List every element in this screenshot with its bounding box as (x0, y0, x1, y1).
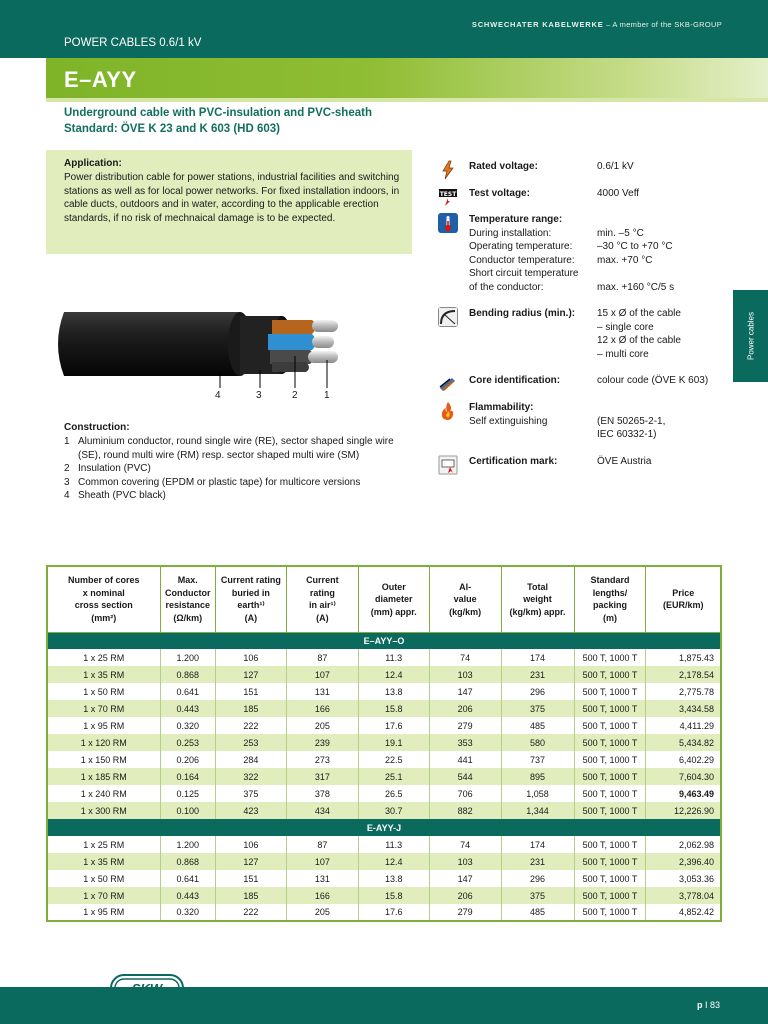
table-cell: 103 (429, 853, 501, 870)
item-number: 3 (64, 476, 70, 488)
table-cell: 2,775.78 (646, 683, 721, 700)
table-row (47, 649, 721, 666)
side-tab-power-cables[interactable] (733, 290, 768, 382)
spec-label: Core identification: (469, 375, 561, 386)
spec-value: colour code (ÖVE K 603) (597, 375, 709, 386)
table-header (47, 566, 721, 632)
table-cell: 500 T, 1000 T (574, 751, 646, 768)
table-cell: 205 (286, 904, 358, 921)
flame-icon (438, 401, 458, 421)
table-cell: 0.320 (160, 904, 215, 921)
table-cell: 1,344 (501, 802, 574, 819)
table-cell: 1 x 50 RM (47, 683, 160, 700)
table-cell: 500 T, 1000 T (574, 802, 646, 819)
group-label: E-AYY-J (47, 819, 721, 836)
table-body (47, 632, 721, 921)
table-cell: 222 (215, 904, 286, 921)
table-cell: 500 T, 1000 T (574, 904, 646, 921)
table-cell: 4,411.29 (646, 717, 721, 734)
table-cell: 1 x 25 RM (47, 836, 160, 853)
title-bar-underline (46, 98, 768, 102)
table-row (47, 768, 721, 785)
table-cell: 500 T, 1000 T (574, 768, 646, 785)
column-header: Current rating buried in earth¹⁾ (A) (215, 566, 286, 632)
table-cell: 1,058 (501, 785, 574, 802)
table-cell: 500 T, 1000 T (574, 683, 646, 700)
group-label: E–AYY–O (47, 632, 721, 649)
table-cell: 0.100 (160, 802, 215, 819)
table-cell: 375 (501, 887, 574, 904)
core-colors-icon (438, 374, 458, 394)
table-cell: 30.7 (358, 802, 429, 819)
table-cell: 166 (286, 887, 358, 904)
item-number: 1 (64, 436, 70, 447)
application-text: Power distribution cable for power stations, industrial facilities and switching stations as well as for local power networks. For fixed installation indoors, in cable ducts, outdoors and in water, according to the applicable erection standards, if no risk of mechnaical damage is to be expected. (64, 172, 400, 224)
table-cell: 87 (286, 836, 358, 853)
cable-illustration (50, 304, 370, 408)
table-cell: 147 (429, 870, 501, 887)
table-cell: 231 (501, 666, 574, 683)
table-cell: 231 (501, 853, 574, 870)
table-cell: 580 (501, 734, 574, 751)
spec-value: ÖVE Austria (597, 456, 652, 467)
application-heading: Application: (64, 158, 122, 169)
table-row (47, 836, 721, 853)
table-cell: 375 (215, 785, 286, 802)
table-cell: 15.8 (358, 700, 429, 717)
table-cell: 296 (501, 870, 574, 887)
table-row (47, 785, 721, 802)
brand-line (472, 20, 722, 29)
table-cell: 500 T, 1000 T (574, 887, 646, 904)
certificate-icon (438, 455, 458, 475)
subtitle-line-1: Underground cable with PVC-insulation and PVC-sheath (64, 107, 372, 119)
table-cell: 485 (501, 904, 574, 921)
table-cell: 1 x 50 RM (47, 870, 160, 887)
table-cell: 106 (215, 649, 286, 666)
spec-label: Temperature range: During installation: Operating temperature: Conductor temperature: Short circuit temperature of the conductor: (469, 214, 579, 293)
table-cell: 3,778.04 (646, 887, 721, 904)
table-cell: 12.4 (358, 666, 429, 683)
table-cell: 6,402.29 (646, 751, 721, 768)
table-row (47, 904, 721, 921)
spec-label: Bending radius (min.): (469, 308, 576, 319)
table-row (47, 734, 721, 751)
table-cell: 0.164 (160, 768, 215, 785)
header-bar (0, 0, 768, 58)
table-cell: 500 T, 1000 T (574, 649, 646, 666)
subtitle-line-2: Standard: ÖVE K 23 and K 603 (HD 603) (64, 123, 281, 135)
table-cell: 882 (429, 802, 501, 819)
table-cell: 500 T, 1000 T (574, 717, 646, 734)
table-cell: 12,226.90 (646, 802, 721, 819)
table-cell: 375 (501, 700, 574, 717)
table-row (47, 751, 721, 768)
page-number: p I 83 (696, 1000, 720, 1010)
table-cell: 0.868 (160, 666, 215, 683)
table-row (47, 870, 721, 887)
table-cell: 273 (286, 751, 358, 768)
table-cell: 0.641 (160, 870, 215, 887)
table-cell: 0.253 (160, 734, 215, 751)
table-cell: 19.1 (358, 734, 429, 751)
table-cell: 107 (286, 666, 358, 683)
table-cell: 3,053.36 (646, 870, 721, 887)
column-header: Al- value (kg/km) (429, 566, 501, 632)
table-cell: 13.8 (358, 683, 429, 700)
table-cell: 0.320 (160, 717, 215, 734)
column-header: Max. Conductor resistance (Ω/km) (160, 566, 215, 632)
table-cell: 485 (501, 717, 574, 734)
table-cell: 26.5 (358, 785, 429, 802)
side-tab-label: Power cables (746, 311, 755, 361)
table-cell: 500 T, 1000 T (574, 734, 646, 751)
table-cell: 174 (501, 649, 574, 666)
column-header: Current rating in air¹⁾ (A) (286, 566, 358, 632)
table-cell: 2,062.98 (646, 836, 721, 853)
table-cell: 2,178.54 (646, 666, 721, 683)
spec-value: min. –5 °C –30 °C to +70 °C max. +70 °C max. +160 °C/5 s (597, 227, 675, 293)
thermometer-icon (438, 213, 458, 233)
product-subtitle (64, 105, 372, 137)
table-cell: 4,852.42 (646, 904, 721, 921)
cable-data-table (46, 565, 722, 922)
table-cell: 103 (429, 666, 501, 683)
item-number: 4 (64, 490, 70, 501)
table-cell: 74 (429, 649, 501, 666)
table-cell: 7,604.30 (646, 768, 721, 785)
table-cell: 222 (215, 717, 286, 734)
table-cell: 0.641 (160, 683, 215, 700)
table-cell: 1 x 95 RM (47, 904, 160, 921)
table-cell: 0.125 (160, 785, 215, 802)
table-cell: 11.3 (358, 836, 429, 853)
table-group-header (47, 819, 721, 836)
table-cell: 15.8 (358, 887, 429, 904)
spec-value: (EN 50265-2-1, IEC 60332-1) (597, 415, 666, 440)
table-cell: 1 x 300 RM (47, 802, 160, 819)
table-cell: 147 (429, 683, 501, 700)
brand-name: SCHWECHATER KABELWERKE (471, 20, 604, 29)
construction-item (64, 462, 404, 476)
table-cell: 3,434.58 (646, 700, 721, 717)
spec-value: 15 x Ø of the cable – single core 12 x Ø of the cable – multi core (597, 308, 681, 360)
test-icon (438, 187, 458, 207)
construction-list (64, 435, 404, 503)
spec-label: Flammability: Self extinguishing (469, 402, 548, 427)
table-cell: 2,396.40 (646, 853, 721, 870)
title-bar (46, 58, 768, 98)
table-cell: 434 (286, 802, 358, 819)
table-cell: 296 (501, 683, 574, 700)
table-cell: 151 (215, 870, 286, 887)
table-cell: 206 (429, 887, 501, 904)
table-cell: 239 (286, 734, 358, 751)
table-cell: 1 x 95 RM (47, 717, 160, 734)
table-cell: 423 (215, 802, 286, 819)
item-number: 2 (64, 463, 70, 474)
table-row (47, 666, 721, 683)
table-cell: 74 (429, 836, 501, 853)
table-cell: 106 (215, 836, 286, 853)
brand-tagline: – A member of the SKB-GROUP (605, 20, 722, 29)
table-cell: 1,875.43 (646, 649, 721, 666)
table-row (47, 700, 721, 717)
table-cell: 500 T, 1000 T (574, 836, 646, 853)
table-cell: 1.200 (160, 649, 215, 666)
spec-label: Test voltage: (469, 188, 530, 199)
section-label: POWER CABLES 0.6/1 kV (64, 37, 202, 49)
column-header: Price (EUR/km) (646, 566, 721, 632)
table-cell: 353 (429, 734, 501, 751)
table-cell: 1 x 120 RM (47, 734, 160, 751)
table-cell: 737 (501, 751, 574, 768)
table-cell: 87 (286, 649, 358, 666)
table-cell: 279 (429, 717, 501, 734)
table-cell: 205 (286, 717, 358, 734)
product-title: E–AYY (64, 67, 137, 92)
table-cell: 127 (215, 666, 286, 683)
spec-label: Rated voltage: (469, 161, 538, 172)
table-cell: 174 (501, 836, 574, 853)
spec-label: Certification mark: (469, 456, 558, 467)
table-cell: 1 x 25 RM (47, 649, 160, 666)
table-cell: 1.200 (160, 836, 215, 853)
table-cell: 166 (286, 700, 358, 717)
table-cell: 500 T, 1000 T (574, 785, 646, 802)
construction-item (64, 435, 404, 462)
table-cell: 1 x 70 RM (47, 700, 160, 717)
item-text: Insulation (PVC) (78, 463, 151, 474)
table-cell: 500 T, 1000 T (574, 870, 646, 887)
table-cell: 500 T, 1000 T (574, 853, 646, 870)
item-text: Sheath (PVC black) (78, 490, 166, 501)
spec-value: 0.6/1 kV (597, 161, 634, 172)
construction-item (64, 489, 404, 503)
table-cell: 5,434.82 (646, 734, 721, 751)
table-cell: 441 (429, 751, 501, 768)
cable-label-2: 2 (292, 390, 298, 401)
table-cell: 22.5 (358, 751, 429, 768)
table-row (47, 802, 721, 819)
column-header: Number of cores x nominal cross section (mm²) (47, 566, 160, 632)
column-header: Total weight (kg/km) appr. (501, 566, 574, 632)
table-cell: 284 (215, 751, 286, 768)
table-cell: 0.443 (160, 887, 215, 904)
table-group-header (47, 632, 721, 649)
table-cell: 0.206 (160, 751, 215, 768)
table-cell: 279 (429, 904, 501, 921)
table-cell: 1 x 240 RM (47, 785, 160, 802)
table-cell: 17.6 (358, 717, 429, 734)
table-cell: 1 x 35 RM (47, 666, 160, 683)
footer-bar (0, 990, 768, 1024)
table-cell: 500 T, 1000 T (574, 666, 646, 683)
table-cell: 17.6 (358, 904, 429, 921)
table-cell: 1 x 185 RM (47, 768, 160, 785)
table-cell: 0.443 (160, 700, 215, 717)
table-cell: 378 (286, 785, 358, 802)
table-cell: 317 (286, 768, 358, 785)
table-cell: 253 (215, 734, 286, 751)
cable-label-4: 4 (215, 390, 221, 401)
spec-value: 4000 Veff (597, 188, 640, 199)
table-cell: 0.868 (160, 853, 215, 870)
construction-heading: Construction: (64, 422, 130, 433)
table-cell: 127 (215, 853, 286, 870)
table-cell: 25.1 (358, 768, 429, 785)
table-cell: 107 (286, 853, 358, 870)
table-cell: 1 x 70 RM (47, 887, 160, 904)
table-row (47, 717, 721, 734)
table-cell: 1 x 150 RM (47, 751, 160, 768)
table-cell: 131 (286, 870, 358, 887)
table-row (47, 683, 721, 700)
table-cell: 500 T, 1000 T (574, 700, 646, 717)
table-cell: 151 (215, 683, 286, 700)
table-cell: 11.3 (358, 649, 429, 666)
column-header: Standard lengths/ packing (m) (574, 566, 646, 632)
table-cell: 322 (215, 768, 286, 785)
column-header: Outer diameter (mm) appr. (358, 566, 429, 632)
bending-radius-icon (438, 307, 458, 327)
table-cell: 706 (429, 785, 501, 802)
table-cell: 1 x 35 RM (47, 853, 160, 870)
table-cell: 185 (215, 700, 286, 717)
cable-label-3: 3 (256, 390, 262, 401)
construction-item (64, 476, 404, 490)
cable-label-1: 1 (324, 390, 330, 401)
table-cell: 131 (286, 683, 358, 700)
lightning-icon (438, 160, 458, 180)
table-row (47, 887, 721, 904)
table-cell: 9,463.49 (646, 785, 721, 802)
table-cell: 206 (429, 700, 501, 717)
table-cell: 895 (501, 768, 574, 785)
item-text: Common covering (EPDM or plastic tape) for multicore versions (78, 476, 361, 488)
table-cell: 13.8 (358, 870, 429, 887)
table-row (47, 853, 721, 870)
table-cell: 544 (429, 768, 501, 785)
table-cell: 12.4 (358, 853, 429, 870)
item-text: Aluminium conductor, round single wire (RE), sector shaped single wire (SE), round multi wire (RM) resp. sector shaped multi wire (SM) (78, 436, 394, 461)
svg-text:TEST: TEST (439, 190, 457, 198)
table-cell: 185 (215, 887, 286, 904)
